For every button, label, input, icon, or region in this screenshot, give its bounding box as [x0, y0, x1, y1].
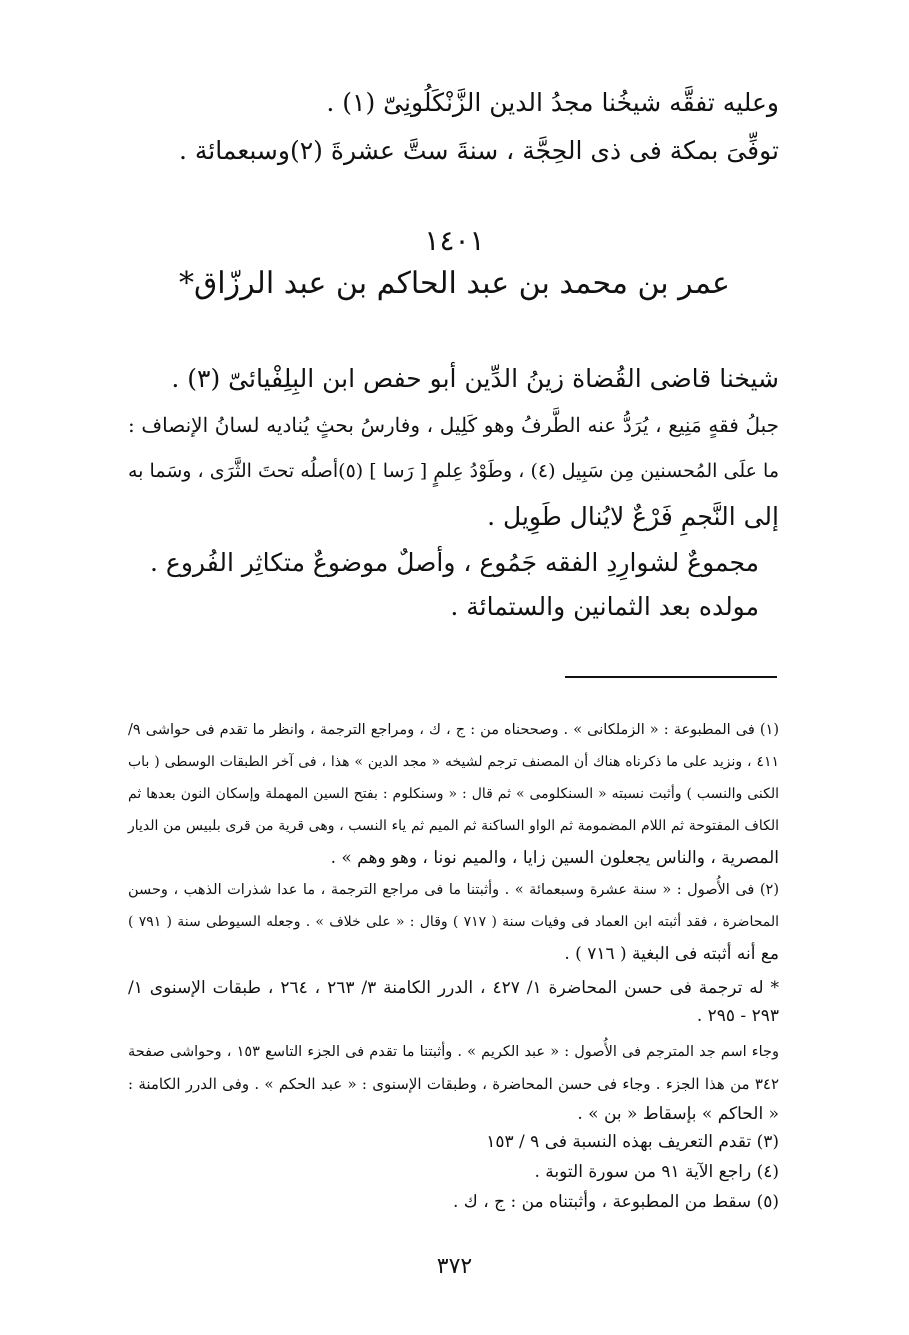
footnote-line: ٣٤٢ من هذا الجزء . وجاء فى حسن المحاضرة ، وطبقات الإسنوى : « عبد الحكم » . وفى الدرر الكامنة : — [128, 1075, 779, 1093]
footnote-separator — [565, 676, 777, 678]
footnote-line: (٣) تقدم التعريف بهذه النسبة فى ٩ / ١٥٣ — [486, 1132, 779, 1152]
body-line: ما علَى المُحسنين مِن سَبِيل (٤) ، وطَوْدُ عِلمٍ [ رَسا ] (٥)أصلُه تحتَ الثَّرَى ، وسَما به — [128, 460, 780, 482]
footnote-line: (١) فى المطبوعة : « الزملكانى » . وصححناه من : ج ، ك ، ومراجع الترجمة ، وانظر ما تقدم فى حواشى ٩/ — [128, 722, 779, 738]
footnote-line: المحاضرة ، فقد أثبته ابن العماد فى وفيات سنة ( ٧١٧ ) وقال : « على خلاف » . وجعله السيوطى سنة ( ٧٩١ ) — [128, 914, 779, 930]
body-line: مولده بعد الثمانين والستمائة . — [450, 592, 759, 621]
page-number: ٣٧٢ — [436, 1254, 473, 1279]
footnote-line: ٢٩٣ - ٢٩٥ . — [696, 1006, 779, 1026]
footnote-line: وجاء اسم جد المترجم فى الأُصول : « عبد الكريم » . وأثبتنا ما تقدم فى الجزء التاسع ١٥٣ ، وحواشى صفحة — [128, 1044, 779, 1060]
footnote-line: (٥) سقط من المطبوعة ، وأثبتناه من : ج ، ك . — [452, 1192, 779, 1212]
entry-number: ١٤٠١ — [424, 224, 485, 257]
text-line: وعليه تفقَّه شيخُنا مجدُ الدين الزَّنْكَلُونِىّ (١) . — [326, 88, 779, 117]
body-line: جبلُ فقهٍ مَنِيع ، يُرَدُّ عنه الطَّرفُ وهو كَلِيل ، وفارسُ بحثٍ يُناديه لسانُ الإنصاف : — [128, 413, 779, 437]
footnote-line: المصرية ، والناس يجعلون السين زايا ، والميم نونا ، وهو وهم » . — [330, 848, 779, 868]
entry-title: عمر بن محمد بن عبد الحاكم بن عبد الرزّاق* — [179, 266, 730, 301]
footnote-line: (٤) راجع الآية ٩١ من سورة التوبة . — [534, 1162, 779, 1182]
body-line: إلى النَّجمِ فَرْعٌ لايُنال طَوِيل . — [487, 502, 779, 531]
footnote-line: مع أنه أثبته فى البغية ( ٧١٦ ) . — [564, 944, 779, 964]
footnote-line: الكنى والنسب ) وأثبت نسبته « السنكلومى » ثم قال : « وسنكلوم : بفتح السين المهملة وإسكان النون بعدها ثم — [128, 786, 779, 802]
body-line: شيخنا قاضى القُضاة زينُ الدِّين أبو حفص ابن البِلِفْيائىّ (٣) . — [171, 364, 779, 393]
footnote-line: الكاف المفتوحة ثم اللام المضمومة ثم الواو الساكنة ثم الميم ثم ياء النسب ، وهى قرية من قرى بلبيس من الديار — [128, 818, 779, 834]
text-line: توفِّىَ بمكة فى ذى الحِجَّة ، سنةَ ستَّ عشرةَ (٢)وسبعمائة . — [179, 136, 779, 165]
footnote-line: « الحاكم » بإسقاط « بن » . — [577, 1104, 779, 1124]
footnote-line: (٢) فى الأُصول : « سنة عشرة وسبعمائة » . وأثبتنا ما فى مراجع الترجمة ، ما عدا شذرات الذهب ، وحسن — [128, 882, 779, 898]
footnote-line: ٤١١ ، ونزيد على ما ذكرناه هناك أن المصنف ترجم لشيخه « مجد الدين » هذا ، فى آخر الطبقات الوسطى ( باب — [128, 754, 779, 770]
footnote-line: * له ترجمة فى حسن المحاضرة ١/ ٤٢٧ ، الدرر الكامنة ٣/ ٢٦٣ ، ٢٦٤ ، طبقات الإسنوى ١/ — [128, 978, 779, 998]
body-line: مجموعٌ لشوارِدِ الفقه جَمُوع ، وأصلٌ موضوعٌ متكاثِر الفُروع . — [150, 548, 759, 577]
